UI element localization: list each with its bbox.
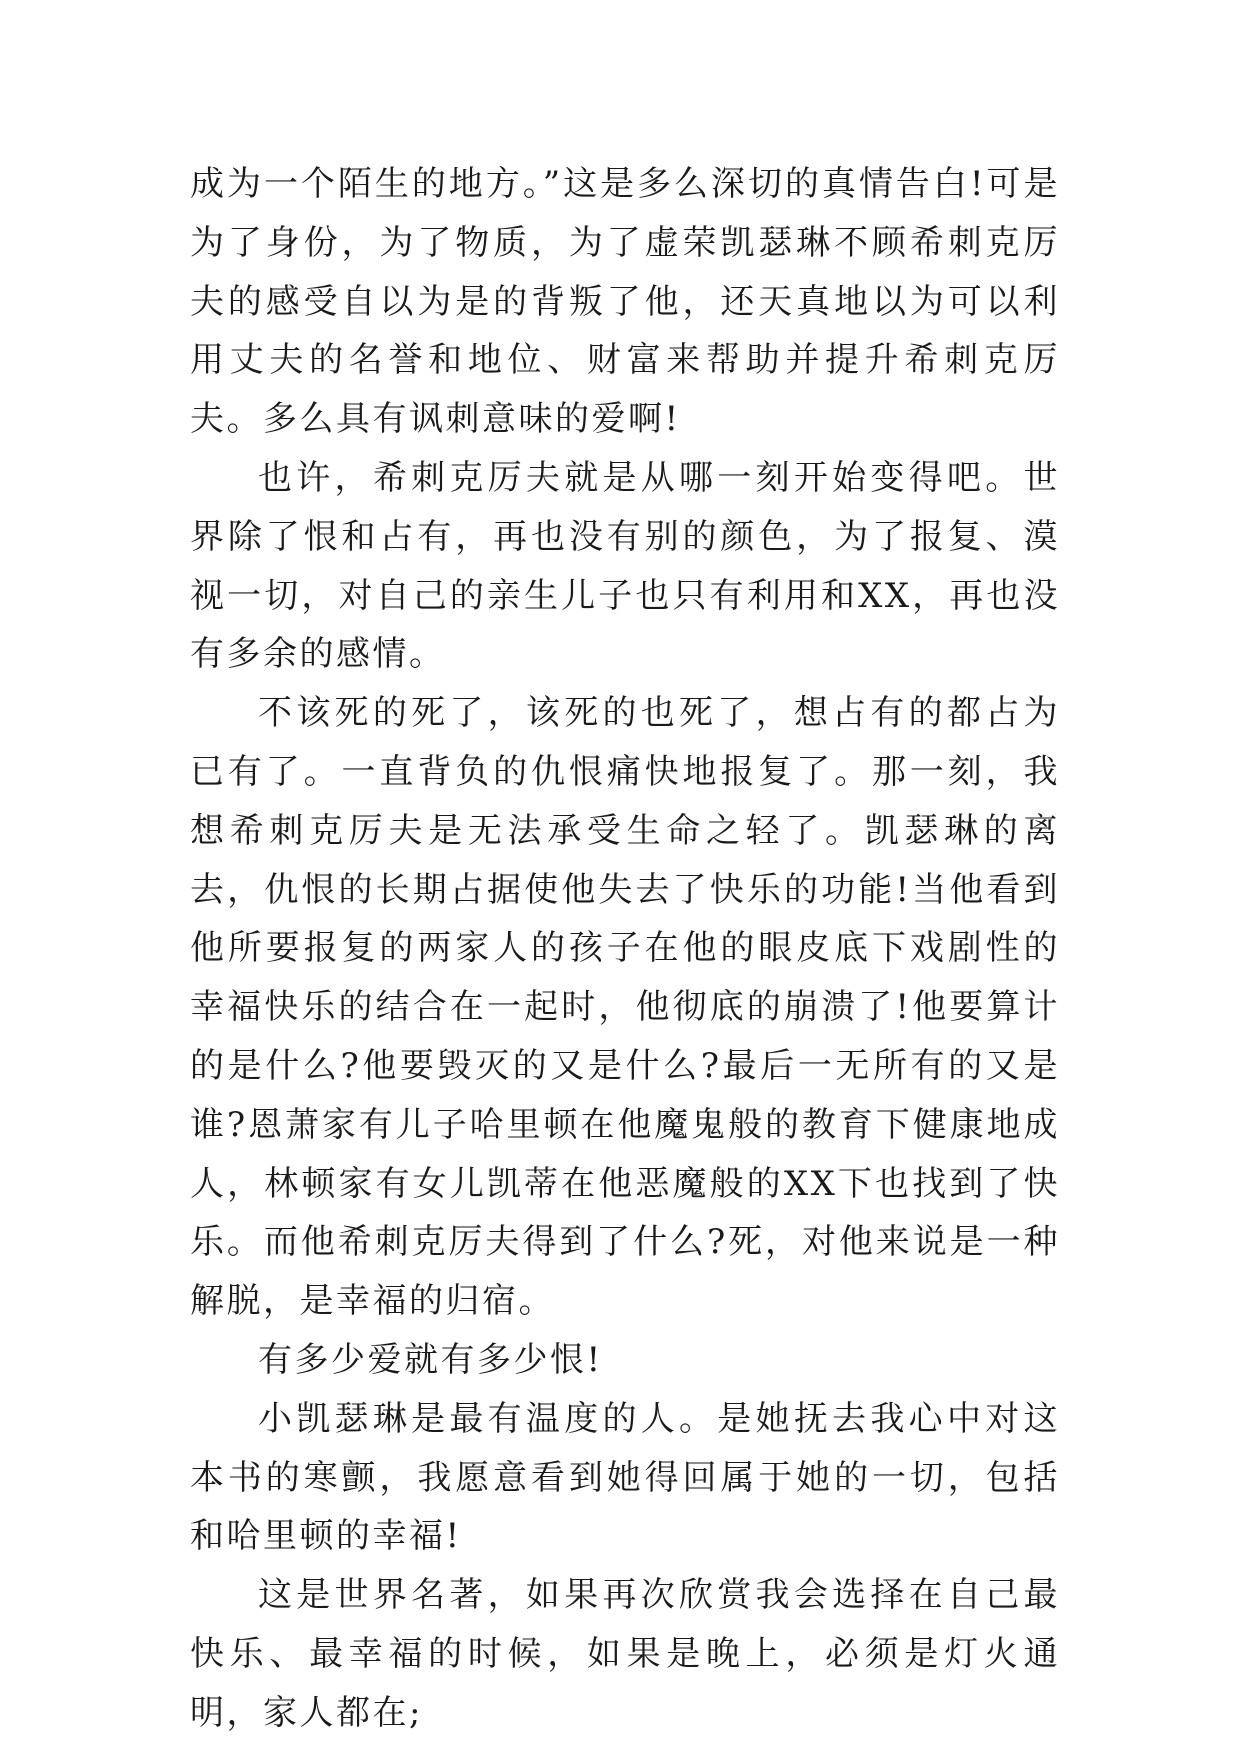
body-text — [190, 155, 1060, 1743]
paragraph-6: 这是世界名著，如果再次欣赏我会选择在自己最快乐、最幸福的时候，如果是晚上，必须是灯火通明，家人都在; — [190, 1575, 1060, 1733]
paragraph-3: 不该死的死了，该死的也死了，想占有的都占为已有了。一直背负的仇恨痛快地报复了。那一刻，我想希刺克厉夫是无法承受生命之轻了。凯瑟琳的离去，仇恨的长期占据使他失去了快乐的功能!当他看到他所要报复的两家人的孩子在他的眼皮底下戏剧性的幸福快乐的结合在一起时，他彻底的崩溃了!他要算计的是什么?他要毁灭的又是什么?最后一无所有的又是谁?恩萧家有儿子哈里顿在他魔鬼般的教育下健康地成人，林顿家有女儿凯蒂在他恶魔般的XX下也找到了快乐。而他希刺克厉夫得到了什么?死，对他来说是一种解脱，是幸福的归宿。 — [190, 693, 1060, 1322]
paragraph-5: 小凯瑟琳是最有温度的人。是她抚去我心中对这本书的寒颤，我愿意看到她得回属于她的一切，包括和哈里顿的幸福! — [190, 1398, 1060, 1557]
paragraph-4: 有多少爱就有多少恨! — [258, 1339, 603, 1380]
paragraph-1: 成为一个陌生的地方。”这是多么深切的真情告白!可是为了身份，为了物质，为了虚荣凯瑟琳不顾希刺克厉夫的感受自以为是的背叛了他，还天真地以为可以利用丈夫的名誉和地位、财富来帮助并提升希刺克厉夫。多么具有讽刺意味的爱啊! — [190, 164, 1060, 440]
paragraph-2: 也许，希刺克厉夫就是从哪一刻开始变得吧。世界除了恨和占有，再也没有别的颜色，为了报复、漠视一切，对自己的亲生儿子也只有利用和XX，再也没有多余的感情。 — [190, 457, 1060, 675]
